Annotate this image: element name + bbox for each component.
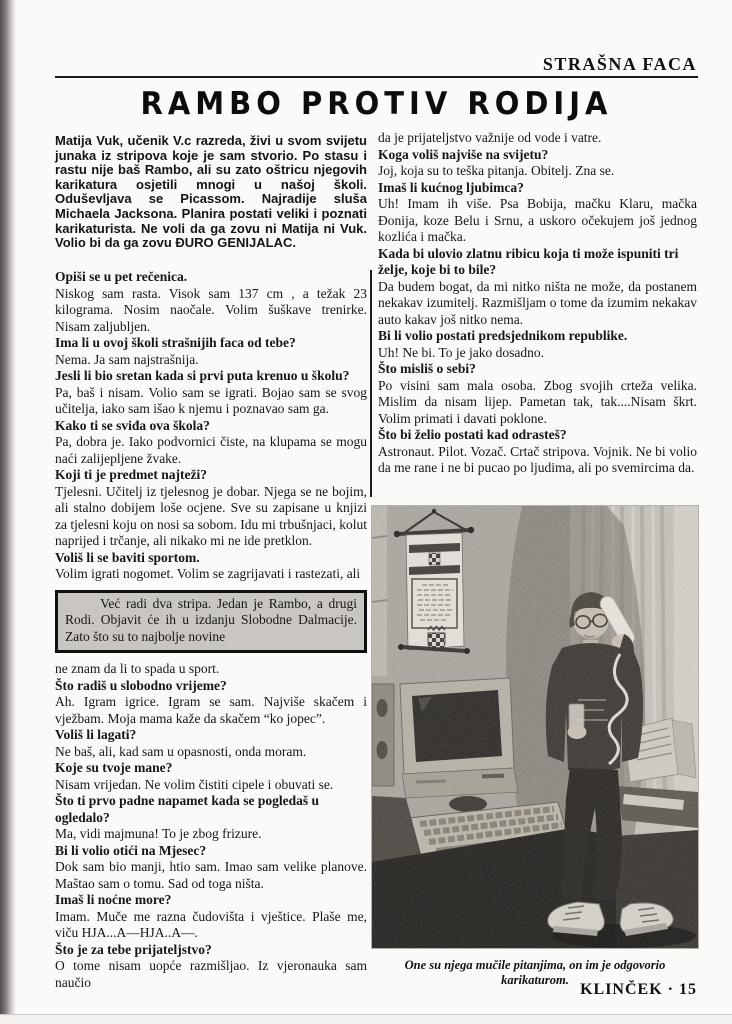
question-text: Bi li volio postati predsjednikom republike. bbox=[378, 328, 628, 343]
question-text: Koji ti je predmet najteži? bbox=[55, 467, 207, 482]
answer-text: Pa, baš i nisam. Volio sam se igrati. Bojao sam se svog učitelja, iako sam išao k njemu i poznavao sam ga. bbox=[55, 384, 367, 416]
answer-text: Tjelesni. Učitelj iz tjelesnog je dobar. Njega se ne bojim, ali stalno dobijem loše ocjene. Sve su zapisane u knjizi za tjelesni koju on nosi sa sobom. Idu mi trbušnjaci, kolut naprijed i trčanje, ali nikako mi ne ide pretklon. bbox=[55, 483, 367, 548]
photo-caption: One su njega mučile pitanjima, on im je odgovorio karikaturom. bbox=[404, 958, 666, 987]
question-text: Koje su tvoje mane? bbox=[55, 760, 173, 775]
page-number: 15 bbox=[679, 981, 697, 998]
section-label: STRAŠNA FACA bbox=[542, 54, 697, 74]
question-text: Voliš li lagati? bbox=[55, 727, 137, 742]
answer-text: Nema. Ja sam najstrašnija. bbox=[55, 351, 199, 367]
intro-paragraph: Matija Vuk, učenik V.c razreda, živi u svom svijetu junaka iz stripova koje je sam stvorio. Po stasu i rastu nije baš Rambo, ali su zato oštricu njegovih karikatura osjetili mnogi u našoj školi. Oduševljava se Picassom. Najradije sluša Michaela Jacksona. Planira postati veliki i poznati karikaturista. Ne voli da ga zovu ni Matija ni Vuk. Volio bi da ga zovu ĐURO GENIJALAC. bbox=[55, 133, 367, 251]
page-footer bbox=[580, 981, 697, 999]
answer-text: Uh! Ne bi. To je jako dosadno. bbox=[378, 344, 545, 360]
answer-text: Dok sam bio manji, htio sam. Imao sam velike planove. Maštao sam o tomu. Sad od toga ništa. bbox=[55, 859, 367, 891]
question-text: Imaš li noćne more? bbox=[55, 892, 172, 907]
answer-text: Uh! Imam ih više. Psa Bobija, mačku Klaru, mačka Đonija, koze Belu i Srnu, a uskoro očekujem još jednog kozlića i mačka. bbox=[378, 196, 697, 244]
question-text: Što misliš o sebi? bbox=[378, 361, 476, 376]
header-rule bbox=[55, 76, 698, 78]
question-text: Opiši se u pet rečenica. bbox=[55, 269, 188, 284]
question-text: Jesli li bio sretan kada si prvi puta krenuo u školu? bbox=[55, 368, 350, 383]
answer-text: ne znam da li to spada u sport. bbox=[55, 661, 220, 676]
photo-illustration bbox=[372, 506, 698, 948]
callout-box: Već radi dva stripa. Jedan je Rambo, a drugi Rodi. Objavit će ih u izdanju Slobodne Dalmacije. Zato što su to najbolje novine bbox=[55, 590, 367, 654]
question-text: Koga voliš najviše na svijetu? bbox=[378, 146, 549, 162]
answer-text: Da budem bogat, da mi nitko ništa ne može, da postanem nekakav izumitelj. Razmišljam o tome da izumim nekakav auto kakav još nitko nema. bbox=[378, 278, 697, 327]
answer-text: Po visini sam mala osoba. Zbog svojih crteža velika. Mislim da nisam lijep. Pametan tak, tak....Nisam škrt. Volim primati i davati poklone. bbox=[378, 377, 697, 426]
answer-text: Pa, dobra je. Iako podvornici čiste, na klupama se mogu naći zalijepljene žvake. bbox=[55, 434, 367, 466]
question-text: Što ti prvo padne napamet kada se pogledaš u ogledalo? bbox=[55, 793, 320, 825]
answer-text: Ne baš, ali, kad sam u opasnosti, onda moram. bbox=[55, 743, 307, 759]
photo-boy-on-phone bbox=[372, 506, 698, 948]
answer-text: O tome nisam uopće razmišljao. Iz vjeronauka sam naučio bbox=[55, 958, 367, 990]
answer-text: Astronaut. Pilot. Vozač. Crtač stripova. Vojnik. Ne bi volio da me rane i ne bi pucao po ljudima, ali po svemircima da. bbox=[378, 443, 697, 475]
answer-text: Joj, koja su to teška pitanja. Obitelj. Zna se. bbox=[378, 163, 615, 178]
answer-text: da je prijateljstvo važnije od vode i vatre. bbox=[378, 130, 602, 145]
question-text: Bi li volio otići na Mjesec? bbox=[55, 842, 207, 858]
answer-text: Nisam vrijedan. Ne volim čistiti cipele i obuvati se. bbox=[55, 776, 334, 792]
scan-edge-bottom bbox=[0, 1014, 732, 1024]
question-text: Što je za tebe prijateljstvo? bbox=[55, 941, 212, 957]
scan-edge-shadow bbox=[0, 0, 16, 1024]
question-text: Kako ti se sviđa ova škola? bbox=[55, 417, 210, 433]
question-text: Voliš li se baviti sportom. bbox=[55, 549, 200, 565]
page-title: RAMBO PROTIV RODIJA bbox=[140, 85, 613, 122]
left-column bbox=[55, 269, 367, 991]
answer-text: Imam. Muče me razna čudovišta i vještice. Plaše me, viču HJA...A—HJA..A—. bbox=[55, 908, 367, 940]
magazine-name: KLINČEK bbox=[580, 981, 663, 998]
answer-text: Volim igrati nogomet. Volim se zagrijavati i rastezati, ali bbox=[55, 566, 361, 581]
column-divider bbox=[370, 270, 372, 497]
question-text: Što radiš u slobodno vrijeme? bbox=[55, 677, 227, 693]
answer-text: Ma, vidi majmuna! To je zbog frizure. bbox=[55, 826, 262, 841]
footer-separator: · bbox=[667, 981, 674, 998]
answer-text: Niskog sam rasta. Visok sam 137 cm , a težak 23 kilograma. Nosim naočale. Volim šuškave trenirke. Nisam zaljubljen. bbox=[55, 285, 367, 334]
right-column bbox=[378, 130, 697, 477]
question-text: Što bi želio postati kad odrasteš? bbox=[378, 427, 567, 442]
question-text: Kada bi ulovio zlatnu ribicu koja ti može ispuniti tri želje, koje bi to bile? bbox=[378, 245, 679, 277]
question-text: Ima li u ovoj školi strašnijih faca od tebe? bbox=[55, 335, 296, 350]
question-text: Imaš li kućnog ljubimca? bbox=[378, 179, 524, 195]
answer-text: Ah. Igram igrice. Igram se sam. Najviše skačem i vježbam. Moja mama kaže da skačem “ko jopec”. bbox=[55, 694, 367, 726]
